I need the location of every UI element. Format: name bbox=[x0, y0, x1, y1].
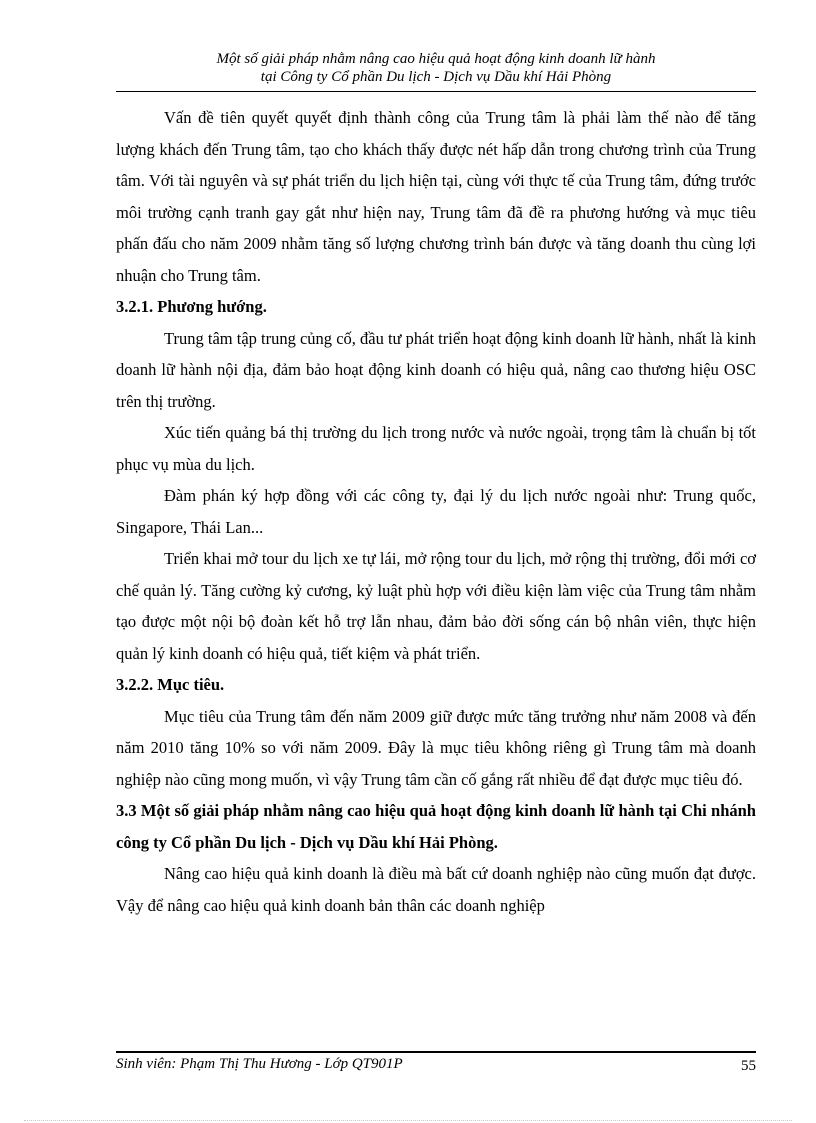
footer-divider bbox=[116, 1051, 756, 1053]
paragraph-solutions-intro: Nâng cao hiệu quả kinh doanh là điều mà bất cứ doanh nghiệp nào cũng muốn đạt được. Vậy để nâng cao hiệu quả kinh doanh bản thân các doanh nghiệp bbox=[116, 864, 756, 915]
page-number: 55 bbox=[741, 1058, 756, 1074]
section-heading-3-2-2: 3.2.2. Mục tiêu. bbox=[116, 675, 225, 694]
paragraph-direction-4: Triển khai mở tour du lịch xe tự lái, mở rộng tour du lịch, mở rộng thị trường, đổi mới cơ chế quản lý. Tăng cường kỷ cương, kỷ luật phù hợp với điều kiện làm việc của Trung tâm nhằm tạo được một nội bộ đoàn kết hỗ trợ lẫn nhau, đảm bảo đời sống cán bộ nhân viên, thực hiện quản lý kinh doanh có hiệu quả, tiết kiệm và phát triển. bbox=[116, 549, 756, 663]
intro-paragraph: Vấn đề tiên quyết quyết định thành công của Trung tâm là phải làm thế nào để tăng lượng khách đến Trung tâm, tạo cho khách thấy được nét hấp dẫn trong chương trình của Trung tâm. Với tài nguyên và sự phát triển du lịch hiện tại, cùng với thực tế của Trung tâm, đứng trước môi trường cạnh tranh gay gắt như hiện nay, Trung tâm đã đề ra phương hướng và mục tiêu phấn đấu cho năm 2009 nhằm tăng số lượng chương trình bán được và tăng doanh thu cùng lợi nhuận cho Trung tâm. bbox=[116, 108, 756, 285]
page-edge bbox=[24, 1120, 792, 1121]
header-divider bbox=[116, 91, 756, 92]
section-heading-3-3: 3.3 Một số giải pháp nhằm nâng cao hiệu quả hoạt động kinh doanh lữ hành tại Chi nhánh công ty Cổ phần Du lịch - Dịch vụ Dầu khí Hải Phòng. bbox=[116, 801, 756, 852]
footer-student: Sinh viên: Phạm Thị Thu Hương - Lớp QT901P bbox=[116, 1056, 403, 1072]
section-heading-3-2-1: 3.2.1. Phương hướng. bbox=[116, 297, 267, 316]
running-header bbox=[116, 50, 756, 86]
paragraph-goal: Mục tiêu của Trung tâm đến năm 2009 giữ được mức tăng trưởng như năm 2008 và đến năm 2010 tăng 10% so với năm 2009. Đây là mục tiêu không riêng gì Trung tâm mà doanh nghiệp nào cũng mong muốn, vì vậy Trung tâm cần cố gắng rất nhiều để đạt được mục tiêu đó. bbox=[116, 706, 756, 789]
paragraph-direction-1: Trung tâm tập trung củng cố, đầu tư phát triển hoạt động kinh doanh lữ hành, nhất là kinh doanh lữ hành nội địa, đảm bảo hoạt động kinh doanh có hiệu quả, nâng cao thương hiệu OSC trên thị trường. bbox=[116, 328, 756, 411]
header-line-1: Một số giải pháp nhằm nâng cao hiệu quả hoạt động kinh doanh lữ hành bbox=[216, 51, 656, 67]
paragraph-direction-3: Đàm phán ký hợp đồng với các công ty, đại lý du lịch nước ngoài như: Trung quốc, Singapore, Thái Lan... bbox=[116, 486, 756, 537]
header-line-2: tại Công ty Cổ phần Du lịch - Dịch vụ Dầu khí Hải Phòng bbox=[260, 69, 612, 85]
document-body bbox=[116, 102, 756, 921]
paragraph-direction-2: Xúc tiến quảng bá thị trường du lịch trong nước và nước ngoài, trọng tâm là chuẩn bị tốt phục vụ mùa du lịch. bbox=[116, 423, 756, 474]
